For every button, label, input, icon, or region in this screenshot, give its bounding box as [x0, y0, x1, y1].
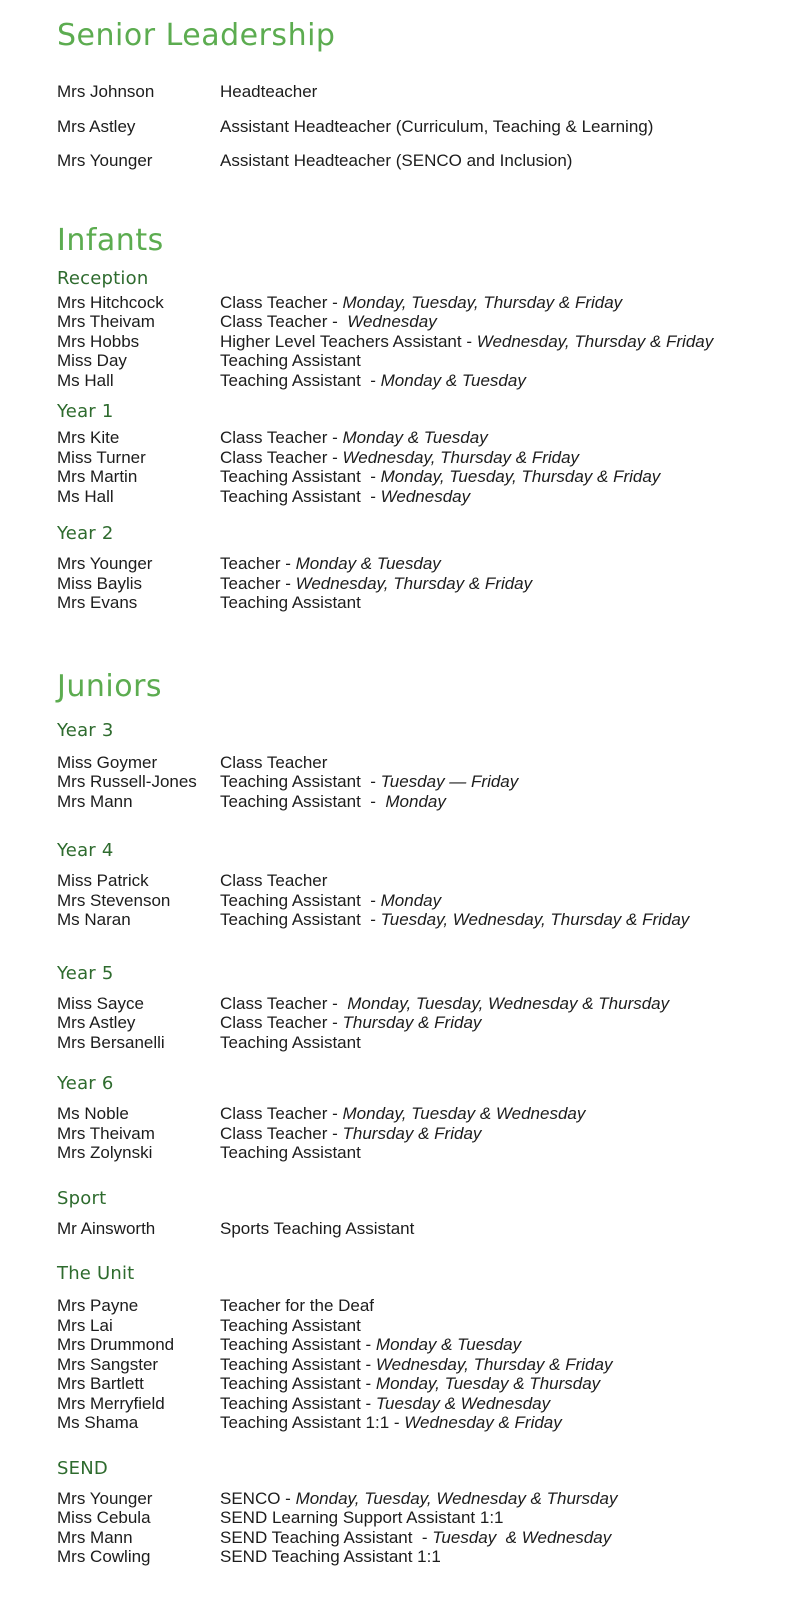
role-text: Class Teacher -: [220, 1013, 343, 1032]
role-text: SEND Teaching Assistant 1:1: [220, 1547, 441, 1566]
role-days: Tuesday — Friday: [380, 772, 519, 791]
staff-row: [57, 593, 780, 613]
role-text: Class Teacher -: [220, 1104, 343, 1123]
the-unit-rows: [57, 1296, 780, 1433]
staff-row: [57, 910, 780, 930]
subsection-reception: [57, 267, 780, 391]
year-3-rows: [57, 753, 780, 812]
staff-row: [57, 891, 780, 911]
staff-name: Mrs Zolynski: [57, 1143, 153, 1162]
staff-name: Miss Turner: [57, 447, 146, 467]
staff-name: Miss Goymer: [57, 752, 158, 772]
role-days: Monday & Tuesday: [380, 370, 526, 390]
staff-role: [220, 117, 653, 137]
year-6-rows: [57, 1104, 780, 1163]
staff-name: Mrs Mann: [57, 791, 133, 811]
role-text: SEND Learning Support Assistant 1:1: [220, 1508, 504, 1527]
section-infants: [57, 223, 780, 613]
subsection-title-year-5: Year 5: [57, 962, 114, 984]
staff-row: [57, 753, 780, 773]
subsection-title-sport: Sport: [57, 1187, 107, 1209]
section-senior-leadership: [57, 18, 780, 171]
role-text: Sports Teaching Assistant: [220, 1218, 415, 1238]
staff-row: [57, 1335, 780, 1355]
role-text: Higher Level Teachers Assistant -: [220, 331, 477, 351]
staff-role: [220, 1547, 441, 1567]
role-days: Tuesday, Wednesday, Thursday & Friday: [380, 910, 690, 929]
role-days: Monday: [385, 791, 446, 811]
role-text: Assistant Headteacher (Curriculum, Teaching & Learning): [220, 116, 654, 136]
staff-row: [57, 1104, 780, 1124]
staff-role: [220, 1033, 361, 1053]
staff-role: [220, 554, 441, 574]
subsection-title-year-6: Year 6: [57, 1073, 114, 1094]
staff-role: [220, 1528, 611, 1548]
staff-row: [57, 1219, 780, 1239]
staff-role: [220, 1335, 521, 1355]
role-text: Teaching Assistant -: [220, 1354, 376, 1374]
subsection-title-reception: Reception: [57, 267, 149, 289]
subsection-title-year-4: Year 4: [57, 840, 114, 861]
subsection-year-4: [57, 839, 780, 930]
role-text: Class Teacher -: [220, 292, 343, 312]
role-days: Monday & Tuesday: [342, 428, 488, 447]
staff-name: Miss Baylis: [57, 573, 143, 593]
subsection-the-unit: [57, 1262, 780, 1433]
staff-role: [220, 1489, 617, 1509]
staff-name: Mrs Younger: [57, 151, 153, 170]
staff-name: Mrs Evans: [57, 593, 138, 612]
role-text: Teaching Assistant -: [220, 1374, 376, 1393]
staff-name: Mrs Russell-Jones: [57, 772, 197, 791]
staff-role: [220, 994, 669, 1014]
year-2-rows: [57, 554, 780, 613]
sport-rows: [57, 1219, 780, 1239]
staff-row: [57, 428, 780, 448]
subsection-year-5: [57, 962, 780, 1053]
staff-row: [57, 351, 780, 371]
staff-row: [57, 1013, 780, 1033]
staff-role: [220, 891, 441, 911]
year-4-rows: [57, 871, 780, 930]
role-text: Class Teacher: [220, 871, 328, 890]
staff-role: [220, 574, 532, 594]
role-text: Teaching Assistant 1:1 -: [220, 1413, 405, 1432]
role-days: Wednesday, Thursday & Friday: [375, 1354, 613, 1374]
role-text: Class Teacher -: [220, 428, 343, 447]
role-text: Teacher -: [220, 573, 296, 593]
role-text: SENCO -: [220, 1488, 296, 1508]
staff-role: [220, 351, 361, 371]
staff-role: [220, 792, 446, 812]
staff-name: Mrs Hobbs: [57, 331, 140, 351]
section-title-infants: Infants: [57, 222, 164, 258]
staff-row: [57, 1528, 780, 1548]
role-text: Headteacher: [220, 82, 318, 101]
staff-name: Mrs Cowling: [57, 1547, 151, 1566]
staff-name: Miss Sayce: [57, 993, 144, 1013]
staff-role: [220, 1374, 600, 1394]
role-text: Teaching Assistant -: [220, 486, 381, 506]
staff-name: Mrs Payne: [57, 1296, 139, 1315]
staff-role: [220, 487, 470, 507]
subsection-title-year-2: Year 2: [57, 523, 114, 544]
send-rows: [57, 1489, 780, 1567]
role-days: Monday & Tuesday: [295, 554, 441, 573]
staff-role: [220, 593, 361, 613]
staff-name: Mrs Bartlett: [57, 1374, 144, 1393]
role-text: Teacher -: [220, 554, 296, 573]
staff-role: [220, 1394, 550, 1414]
staff-row: [57, 1316, 780, 1336]
staff-row: [57, 1355, 780, 1375]
staff-row: [57, 1033, 780, 1053]
role-days: Thursday & Friday: [342, 1123, 482, 1143]
staff-row: [57, 312, 780, 332]
role-days: Monday, Tuesday & Wednesday: [342, 1104, 586, 1123]
staff-name: Ms Hall: [57, 486, 114, 506]
staff-role: [220, 753, 327, 773]
subsection-title-the-unit: The Unit: [57, 1263, 135, 1284]
staff-name: Mrs Johnson: [57, 82, 155, 101]
staff-name: Mrs Theivam: [57, 1123, 155, 1143]
staff-row: [57, 1394, 780, 1414]
role-text: Class Teacher: [220, 752, 328, 772]
staff-row: [57, 871, 780, 891]
section-title-senior-leadership: Senior Leadership: [57, 18, 336, 53]
section-juniors: [57, 669, 780, 1567]
staff-role: [220, 772, 518, 792]
role-days: Wednesday, Thursday & Friday: [476, 331, 714, 351]
reception-rows: [57, 293, 780, 391]
staff-row: [57, 772, 780, 792]
role-days: Monday: [380, 890, 442, 910]
staff-row: [57, 448, 780, 468]
staff-role: [220, 371, 526, 391]
staff-name: Ms Shama: [57, 1413, 139, 1432]
role-text: Class Teacher -: [220, 1123, 343, 1143]
subsection-title-year-3: Year 3: [57, 719, 114, 741]
role-days: Tuesday & Wednesday: [375, 1393, 551, 1413]
staff-row: [57, 117, 780, 137]
subsection-title-year-1: Year 1: [57, 401, 114, 422]
staff-row: [57, 151, 780, 171]
staff-name: Ms Naran: [57, 910, 131, 929]
role-text: Teaching Assistant: [220, 1032, 361, 1052]
staff-role: [220, 82, 317, 102]
staff-role: [220, 312, 437, 332]
staff-role: [220, 151, 572, 171]
staff-row: [57, 1143, 780, 1163]
staff-role: [220, 910, 689, 930]
staff-row: [57, 1547, 780, 1567]
role-text: Teaching Assistant: [220, 1315, 361, 1335]
staff-role: [220, 1508, 504, 1528]
staff-name: Mrs Mann: [57, 1527, 133, 1547]
role-text: Teaching Assistant -: [220, 1335, 376, 1354]
role-text: Teaching Assistant: [220, 1143, 361, 1162]
staff-name: Mrs Bersanelli: [57, 1032, 165, 1052]
staff-name: Mrs Sangster: [57, 1354, 159, 1374]
staff-role: [220, 1143, 361, 1163]
staff-row: [57, 1413, 780, 1433]
staff-row: [57, 467, 780, 487]
role-days: Wednesday, Thursday & Friday: [342, 447, 580, 467]
staff-row: [57, 1489, 780, 1509]
role-days: Monday & Tuesday: [375, 1335, 522, 1354]
role-days: Tuesday & Wednesday: [432, 1527, 612, 1547]
staff-role: [220, 1355, 612, 1375]
staff-name: Mrs Lai: [57, 1315, 113, 1335]
staff-name: Ms Hall: [57, 370, 114, 390]
staff-row: [57, 792, 780, 812]
staff-name: Mrs Hitchcock: [57, 292, 164, 312]
staff-row: [57, 371, 780, 391]
role-days: Monday, Tuesday, Thursday & Friday: [380, 467, 661, 486]
staff-name: Mrs Astley: [57, 116, 136, 136]
role-text: Teaching Assistant: [220, 593, 361, 612]
staff-role: [220, 467, 660, 487]
staff-row: [57, 293, 780, 313]
staff-role: [220, 448, 579, 468]
staff-name: Mrs Martin: [57, 467, 138, 486]
staff-name: Mrs Theivam: [57, 312, 155, 331]
subsection-year-3: [57, 719, 780, 812]
staff-name: Mrs Kite: [57, 428, 120, 447]
staff-row: [57, 1508, 780, 1528]
subsection-send: [57, 1457, 780, 1567]
staff-role: [220, 1413, 562, 1433]
staff-row: [57, 1374, 780, 1394]
role-text: Class Teacher -: [220, 312, 348, 331]
role-text: Teaching Assistant -: [220, 910, 381, 929]
role-text: Teaching Assistant -: [220, 772, 381, 791]
staff-row: [57, 994, 780, 1014]
staff-row: [57, 554, 780, 574]
role-days: Wednesday & Friday: [404, 1413, 562, 1432]
year-5-rows: [57, 994, 780, 1053]
staff-name: Miss Cebula: [57, 1508, 151, 1527]
staff-role: [220, 1124, 481, 1144]
role-text: SEND Teaching Assistant -: [220, 1527, 433, 1547]
staff-row: [57, 574, 780, 594]
subsection-sport: [57, 1187, 780, 1239]
staff-row: [57, 487, 780, 507]
staff-role: [220, 428, 488, 448]
staff-name: Mrs Merryfield: [57, 1393, 165, 1413]
staff-role: [220, 871, 327, 891]
role-days: Thursday & Friday: [342, 1013, 482, 1032]
staff-role: [220, 332, 713, 352]
section-title-juniors: Juniors: [57, 668, 163, 704]
staff-role: [220, 1296, 374, 1316]
role-days: Monday, Tuesday, Wednesday & Thursday: [295, 1488, 618, 1508]
staff-name: Mrs Stevenson: [57, 890, 171, 910]
subsection-year-1: [57, 400, 780, 506]
role-days: Monday, Tuesday & Thursday: [375, 1374, 601, 1393]
staff-name: Mrs Younger: [57, 554, 153, 573]
staff-role: [220, 293, 622, 313]
role-text: Teaching Assistant -: [220, 1393, 376, 1413]
staff-name: Mr Ainsworth: [57, 1218, 156, 1238]
role-days: Wednesday: [347, 312, 437, 331]
staff-role: [220, 1013, 481, 1033]
role-text: Teacher for the Deaf: [220, 1296, 375, 1315]
staff-role: [220, 1316, 361, 1336]
role-days: Monday, Tuesday, Thursday & Friday: [342, 292, 623, 312]
role-days: Wednesday, Thursday & Friday: [295, 573, 533, 593]
staff-name: Ms Noble: [57, 1104, 129, 1123]
staff-name: Mrs Younger: [57, 1488, 153, 1508]
role-text: Teaching Assistant -: [220, 467, 381, 486]
role-text: Teaching Assistant: [220, 351, 361, 370]
staff-name: Mrs Astley: [57, 1013, 136, 1032]
year-1-rows: [57, 428, 780, 506]
subsection-year-6: [57, 1072, 780, 1163]
role-days: Wednesday: [380, 486, 471, 506]
staff-role: [220, 1219, 414, 1239]
role-text: Teaching Assistant -: [220, 370, 381, 390]
role-text: Teaching Assistant -: [220, 890, 381, 910]
staff-row: [57, 1296, 780, 1316]
role-text: Class Teacher -: [220, 447, 343, 467]
subsection-year-2: [57, 522, 780, 613]
staff-name: Miss Patrick: [57, 871, 149, 890]
role-days: Monday, Tuesday, Wednesday & Thursday: [347, 993, 670, 1013]
role-text: Assistant Headteacher (SENCO and Inclusion): [220, 151, 573, 170]
staff-role: [220, 1104, 585, 1124]
role-text: Teaching Assistant -: [220, 791, 386, 811]
staff-name: Mrs Drummond: [57, 1335, 175, 1354]
staff-name: Miss Day: [57, 351, 127, 370]
role-text: Class Teacher -: [220, 993, 348, 1013]
senior-leadership-rows: [57, 82, 780, 171]
staff-row: [57, 1124, 780, 1144]
staff-row: [57, 332, 780, 352]
subsection-title-send: SEND: [57, 1457, 108, 1479]
staff-row: [57, 82, 780, 102]
